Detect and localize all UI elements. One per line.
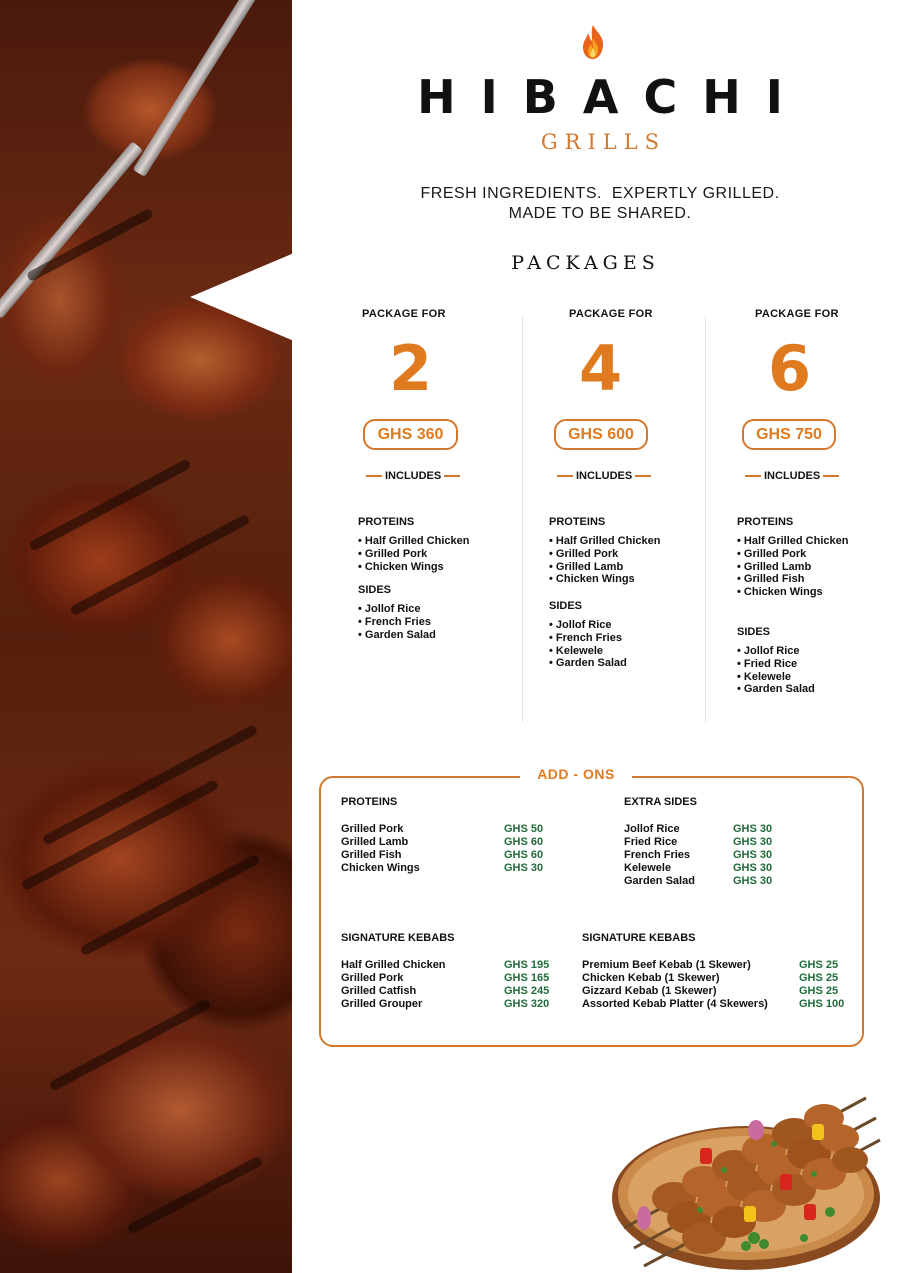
- addon-name: Assorted Kebab Platter (4 Skewers): [582, 998, 768, 1010]
- addon-price: GHS 30: [733, 823, 773, 835]
- list-item: • Garden Salad: [549, 657, 627, 670]
- proteins-list: [358, 535, 469, 573]
- signature-kebabs-heading: SIGNATURE KEBABS: [582, 932, 696, 944]
- proteins-heading: PROTEINS: [358, 516, 415, 528]
- sides-list: [358, 603, 436, 641]
- package-for-label: PACKAGE FOR: [569, 308, 653, 320]
- package-size: 2: [389, 332, 433, 405]
- package-price: GHS 750: [742, 419, 836, 450]
- tagline-line-1: FRESH INGREDIENTS. EXPERTLY GRILLED.: [420, 185, 780, 202]
- list-item: • Kelewele: [737, 671, 815, 684]
- proteins-heading: PROTEINS: [737, 516, 794, 528]
- tagline-line-2: MADE TO BE SHARED.: [508, 205, 692, 222]
- addon-price: GHS 30: [733, 862, 773, 874]
- addon-name: Fried Rice: [624, 836, 678, 848]
- addon-name: Grilled Catfish: [341, 985, 417, 997]
- addon-price: GHS 30: [733, 836, 773, 848]
- grilled-meat-photo: [0, 0, 292, 1273]
- list-item: • Half Grilled Chicken: [358, 535, 469, 548]
- list-item: • Grilled Fish: [737, 573, 848, 586]
- list-item: • Jollof Rice: [549, 619, 627, 632]
- extra-sides-heading: EXTRA SIDES: [624, 796, 697, 808]
- addon-price: GHS 30: [733, 849, 773, 861]
- list-item: • Grilled Pork: [358, 548, 469, 561]
- list-item: • Half Grilled Chicken: [549, 535, 660, 548]
- addon-name: Garden Salad: [624, 875, 695, 887]
- column-divider: [522, 316, 523, 722]
- addon-price: GHS 25: [799, 959, 839, 971]
- packages-heading: PACKAGES: [511, 252, 660, 274]
- sides-heading: SIDES: [358, 584, 392, 596]
- addon-price: GHS 195: [504, 959, 550, 971]
- proteins-list: [737, 535, 848, 599]
- package-size: 6: [768, 332, 812, 405]
- sides-heading: SIDES: [549, 600, 583, 612]
- includes-label: INCLUDES: [554, 470, 654, 482]
- addon-name: Grilled Fish: [341, 849, 402, 861]
- list-item: • Chicken Wings: [549, 573, 660, 586]
- list-item: • Kelewele: [549, 645, 627, 658]
- package-price: GHS 600: [554, 419, 648, 450]
- addon-price: GHS 60: [504, 849, 544, 861]
- proteins-heading: PROTEINS: [549, 516, 606, 528]
- addon-name: Chicken Kebab (1 Skewer): [582, 972, 720, 984]
- column-divider: [705, 316, 706, 722]
- list-item: • Jollof Rice: [737, 645, 815, 658]
- list-item: • Garden Salad: [737, 683, 815, 696]
- list-item: • Fried Rice: [737, 658, 815, 671]
- brand-subtitle: GRILLS: [540, 130, 667, 154]
- list-item: • Grilled Lamb: [549, 561, 660, 574]
- addon-name: Grilled Grouper: [341, 998, 423, 1010]
- list-item: • Chicken Wings: [737, 586, 848, 599]
- addon-price: GHS 50: [504, 823, 544, 835]
- addon-price: GHS 25: [799, 985, 839, 997]
- includes-label: INCLUDES: [742, 470, 842, 482]
- list-item: • Jollof Rice: [358, 603, 436, 616]
- addon-name: Jollof Rice: [624, 823, 680, 835]
- addon-proteins-heading: PROTEINS: [341, 796, 398, 808]
- brand-title: HIBACHI: [417, 70, 808, 124]
- package-price: GHS 360: [363, 419, 458, 450]
- list-item: • Half Grilled Chicken: [737, 535, 848, 548]
- addon-price: GHS 165: [504, 972, 550, 984]
- addon-name: Grilled Pork: [341, 823, 404, 835]
- list-item: • French Fries: [358, 616, 436, 629]
- addon-price: GHS 25: [799, 972, 839, 984]
- list-item: • Grilled Pork: [737, 548, 848, 561]
- includes-label: INCLUDES: [363, 470, 463, 482]
- tagline: [300, 184, 900, 224]
- proteins-list: [549, 535, 660, 586]
- signature-kebabs-heading: SIGNATURE KEBABS: [341, 932, 455, 944]
- package-size: 4: [579, 332, 623, 405]
- addon-price: GHS 100: [799, 998, 845, 1010]
- list-item: • Garden Salad: [358, 629, 436, 642]
- sides-heading: SIDES: [737, 626, 771, 638]
- addons-title: ADD - ONS: [520, 766, 632, 782]
- list-item: • French Fries: [549, 632, 627, 645]
- sides-list: [737, 645, 815, 696]
- addon-name: Grilled Lamb: [341, 836, 409, 848]
- addon-name: Premium Beef Kebab (1 Skewer): [582, 959, 751, 971]
- list-item: • Grilled Lamb: [737, 561, 848, 574]
- addon-price: GHS 30: [504, 862, 544, 874]
- addon-name: Chicken Wings: [341, 862, 420, 874]
- list-item: • Grilled Pork: [549, 548, 660, 561]
- addon-price: GHS 320: [504, 998, 550, 1010]
- addon-price: GHS 245: [504, 985, 550, 997]
- addon-price: GHS 30: [733, 875, 773, 887]
- package-for-label: PACKAGE FOR: [755, 308, 839, 320]
- addon-name: Gizzard Kebab (1 Skewer): [582, 985, 717, 997]
- panel-notch: [190, 253, 294, 341]
- flame-icon: [580, 24, 606, 60]
- list-item: • Chicken Wings: [358, 561, 469, 574]
- addon-name: Grilled Pork: [341, 972, 404, 984]
- addon-price: GHS 60: [504, 836, 544, 848]
- addon-name: Kelewele: [624, 862, 672, 874]
- kebab-platter-image: [604, 1078, 886, 1272]
- package-for-label: PACKAGE FOR: [362, 308, 446, 320]
- sides-list: [549, 619, 627, 670]
- addon-name: Half Grilled Chicken: [341, 959, 446, 971]
- addon-name: French Fries: [624, 849, 691, 861]
